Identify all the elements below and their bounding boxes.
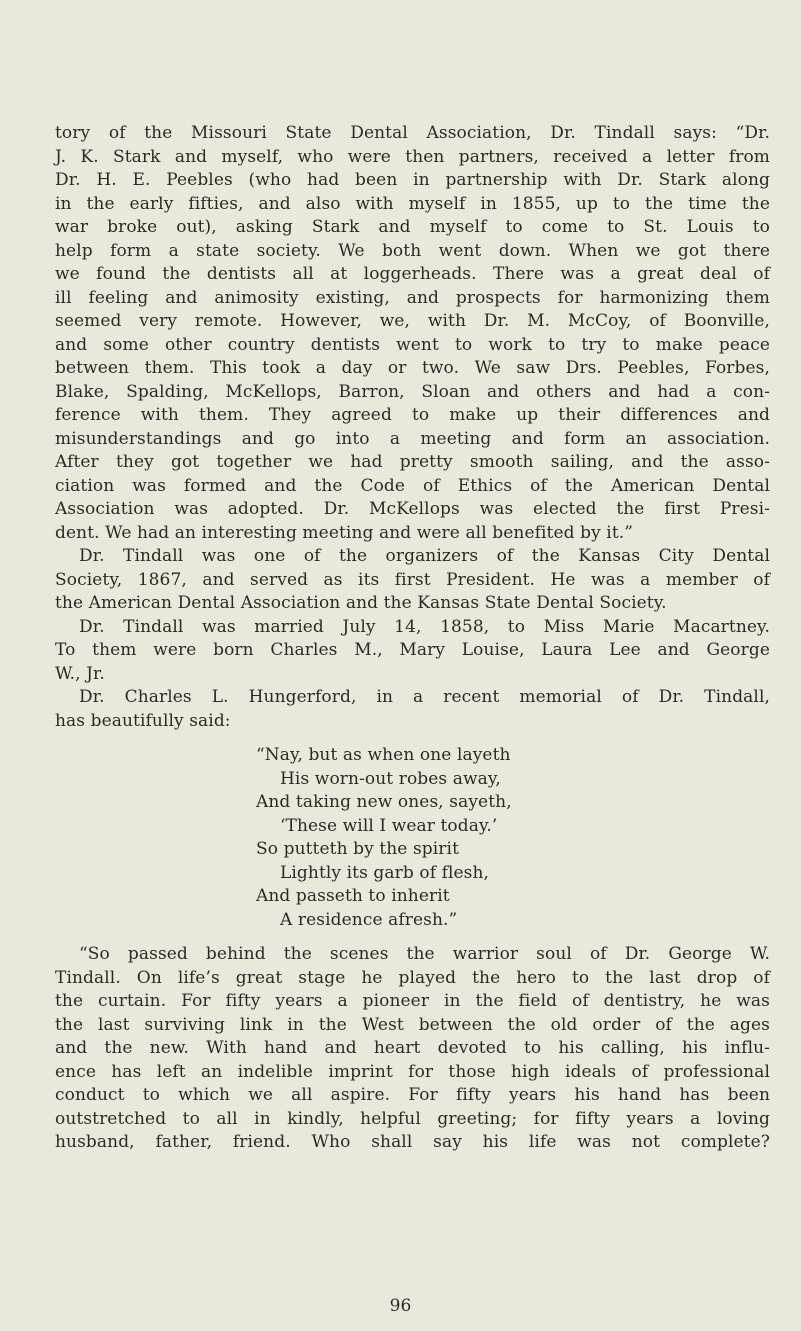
text-line: in the early fifties, and also with myself in 1855, up to the time the xyxy=(55,193,770,214)
poem-line: So putteth by the spirit xyxy=(256,839,459,859)
poem-line: And taking new ones, sayeth, xyxy=(256,792,512,812)
text-line: To them were born Charles M., Mary Louise, Laura Lee and George xyxy=(55,640,770,660)
text-line: the American Dental Association and the Kansas State Dental Society. xyxy=(55,593,667,613)
text-line: After they got together we had pretty smooth sailing, and the asso- xyxy=(55,452,770,472)
text-line: the last surviving link in the West between the old order of the ages xyxy=(55,1014,770,1035)
text-line: Association was adopted. Dr. McKellops was elected the first Presi- xyxy=(55,499,770,519)
text-line: Dr. H. E. Peebles (who had been in partnership with Dr. Stark along xyxy=(55,170,770,190)
text-line: has beautifully said: xyxy=(55,710,231,731)
paragraph-association-history xyxy=(55,122,770,545)
text-line: ference with them. They agreed to make up their differences and xyxy=(55,405,770,425)
text-line: ence has left an indelible imprint for those high ideals of professional xyxy=(55,1061,770,1082)
page-body xyxy=(55,122,770,1155)
poem-line: His worn-out robes away, xyxy=(280,768,501,789)
text-line: J. K. Stark and myself, who were then partners, received a letter from xyxy=(55,146,770,167)
text-line: war broke out), asking Stark and myself to come to St. Louis to xyxy=(55,217,770,237)
poem-line: ‘These will I wear today.’ xyxy=(280,815,498,836)
text-line: help form a state society. We both went down. When we got there xyxy=(55,240,770,261)
text-line: misunderstandings and go into a meeting and form an association. xyxy=(55,428,770,449)
text-line: Society, 1867, and served as its first President. He was a member of xyxy=(55,569,770,590)
text-line: Tindall. On life’s great stage he played the hero to the last drop of xyxy=(55,967,770,988)
text-line: conduct to which we all aspire. For fifty years his hand has been xyxy=(55,1085,770,1105)
paragraph-kansas-city-society xyxy=(55,545,770,616)
text-line: outstretched to all in kindly, helpful greeting; for fifty years a loving xyxy=(55,1108,770,1129)
poem-line: And passeth to inherit xyxy=(256,886,450,906)
text-line: Dr. Tindall was one of the organizers of the Kansas City Dental xyxy=(79,546,770,566)
poem-line: “Nay, but as when one layeth xyxy=(256,745,511,765)
poem-line: Lightly its garb of flesh, xyxy=(280,862,490,883)
poem-line: A residence afresh.” xyxy=(280,909,458,930)
text-line: husband, father, friend. Who shall say his life was not complete? xyxy=(55,1132,770,1152)
paragraph-tribute xyxy=(55,943,770,1155)
text-line: the curtain. For fifty years a pioneer in the field of dentistry, he was xyxy=(55,991,770,1011)
text-line: tory of the Missouri State Dental Association, Dr. Tindall says: “Dr. xyxy=(55,123,770,143)
text-line: ciation was formed and the Code of Ethics of the American Dental xyxy=(55,475,770,496)
text-line: and the new. With hand and heart devoted to his calling, his influ- xyxy=(55,1038,770,1058)
text-line: W., Jr. xyxy=(55,663,105,684)
text-line: seemed very remote. However, we, with Dr. M. McCoy, of Boonville, xyxy=(55,311,770,331)
page-number: 96 xyxy=(389,1296,412,1316)
memorial-poem xyxy=(256,744,770,932)
text-line: ill feeling and animosity existing, and prospects for harmonizing them xyxy=(55,287,770,308)
paragraph-memorial-intro xyxy=(55,686,770,733)
text-line: Dr. Tindall was married July 14, 1858, to Miss Marie Macartney. xyxy=(79,616,770,637)
text-line: between them. This took a day or two. We saw Drs. Peebles, Forbes, xyxy=(55,358,770,378)
paragraph-marriage xyxy=(55,616,770,687)
text-line: and some other country dentists went to work to try to make peace xyxy=(55,334,770,355)
text-line: Blake, Spalding, McKellops, Barron, Sloan and others and had a con- xyxy=(55,381,770,402)
text-line: Dr. Charles L. Hungerford, in a recent memorial of Dr. Tindall, xyxy=(79,687,770,707)
text-line: we found the dentists all at loggerheads. There was a great deal of xyxy=(55,264,770,284)
text-line: dent. We had an interesting meeting and were all benefited by it.” xyxy=(55,522,634,543)
text-line: “So passed behind the scenes the warrior soul of Dr. George W. xyxy=(79,944,770,964)
